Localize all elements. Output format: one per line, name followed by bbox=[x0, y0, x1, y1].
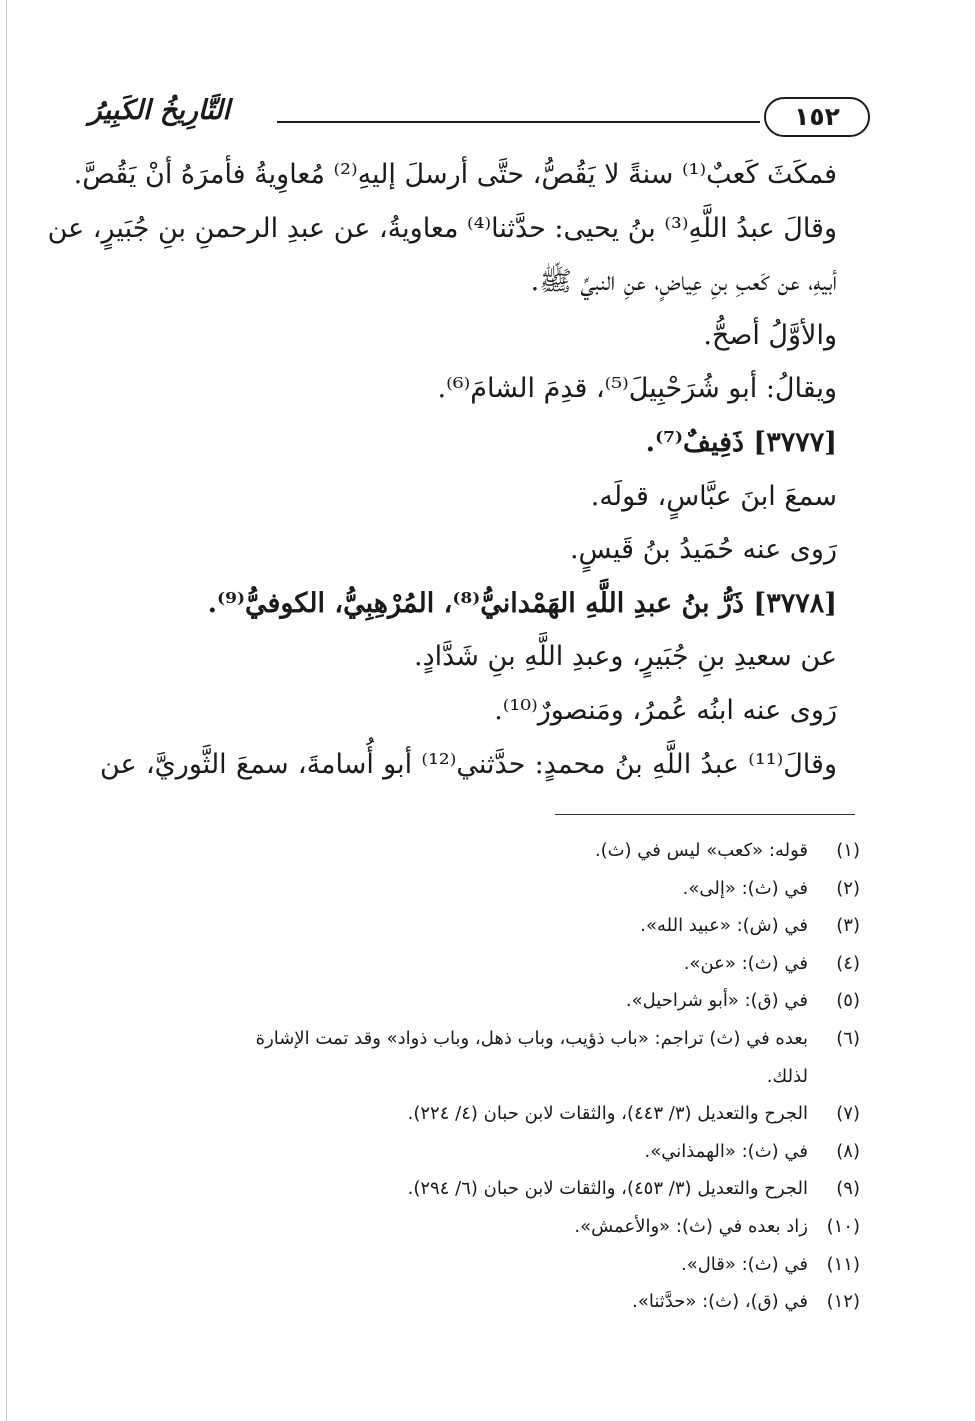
text-line: رَوى عنه ابنُه عُمرُ، ومَنصورٌ⁽¹⁰⁾. bbox=[494, 694, 837, 726]
footnote-number: (٨) bbox=[836, 1140, 860, 1162]
page-number-badge: ١٥٢ bbox=[764, 97, 870, 137]
text-line: فمكَثَ كَعبٌ⁽¹⁾ سنةً لا يَقُصُّ، حتَّى أرسلَ إليهِ⁽²⁾ مُعاوِيةُ فأمرَهُ أنْ يَقُصَّ. bbox=[73, 159, 837, 190]
text-line: وقالَ⁽¹¹⁾ عبدُ اللَّهِ بنُ محمدٍ: حدَّثني⁽¹²⁾ أبو أُسامةَ، سمعَ الثَّوريَّ، عن bbox=[100, 748, 837, 780]
footnotes bbox=[130, 832, 860, 1321]
footnote-text: في (ش): «عبيد الله». bbox=[640, 915, 808, 937]
footnote-number: (١) bbox=[836, 840, 860, 861]
footnote-text: الجرح والتعديل (٣/ ٤٤٣)، والثقات لابن حبان (٤/ ٢٢٤). bbox=[407, 1103, 808, 1125]
page-edge-line bbox=[6, 0, 7, 1421]
text-line: والأوَّلُ أصحُّ. bbox=[703, 319, 837, 351]
footnote-number: (٩) bbox=[836, 1178, 860, 1200]
footnote-text: بعده في (ث) تراجم: «باب ذؤيب، وباب ذهل، وباب ذواد» وقد تمت الإشارة bbox=[255, 1027, 808, 1049]
footnote-text: الجرح والتعديل (٣/ ٤٥٣)، والثقات لابن حبان (٦/ ٢٩٤). bbox=[407, 1178, 808, 1200]
entry-heading-3777: [٣٧٧٧] ذَفِيفٌ⁽⁷⁾. bbox=[645, 426, 837, 458]
footnote-number: (٢) bbox=[836, 877, 860, 899]
footnote bbox=[130, 1246, 860, 1284]
footnote-text: قوله: «كعب» ليس في (ث). bbox=[594, 840, 808, 861]
footnote-number: (٦) bbox=[836, 1027, 860, 1049]
footnote-number: (٧) bbox=[836, 1103, 860, 1125]
running-title: التَّارِيخُ الكَبِيرُ bbox=[88, 95, 230, 126]
footnote-number: (٥) bbox=[836, 990, 860, 1012]
footnote-text: في (ث): «عن». bbox=[683, 952, 808, 974]
footnote bbox=[130, 1095, 860, 1133]
footnote-text: في (ق): «أبو شراحيل». bbox=[625, 990, 808, 1012]
text-line: عن سعيدِ بنِ جُبَيرٍ، وعبدِ اللَّهِ بنِ شَدَّادٍ. bbox=[414, 641, 837, 673]
footnote bbox=[130, 870, 860, 908]
footnote bbox=[130, 907, 860, 945]
footnote-number: (١١) bbox=[826, 1253, 860, 1275]
footnote-number: (١٠) bbox=[826, 1215, 860, 1237]
footnote-text: في (ق)، (ث): «حدَّثنا». bbox=[632, 1291, 808, 1313]
footnote bbox=[130, 1208, 860, 1246]
footnote-separator bbox=[555, 814, 855, 815]
text-line: سمعَ ابنَ عبَّاسٍ، قولَه. bbox=[590, 480, 837, 512]
footnote-text: في (ث): «قال». bbox=[680, 1253, 808, 1275]
footnote bbox=[130, 982, 860, 1020]
footnote bbox=[130, 832, 860, 870]
footnote-number: (٤) bbox=[836, 952, 860, 974]
footnote-number: (٣) bbox=[836, 915, 860, 937]
footnote-text: في (ث): «الهمذاني». bbox=[644, 1140, 808, 1162]
footnote-number: (١٢) bbox=[826, 1291, 860, 1313]
text-line: أبيهِ، عن كَعبِ بنِ عِياضٍ، عنِ النبيِّ ﷺ. bbox=[530, 266, 837, 298]
footnote bbox=[130, 1283, 860, 1321]
text-line: ويقالُ: أبو شُرَحْبِيلَ⁽⁵⁾، قدِمَ الشامَ⁽⁶⁾. bbox=[437, 373, 837, 405]
footnote bbox=[130, 945, 860, 983]
footnote-continuation: لذلك. bbox=[766, 1065, 808, 1087]
text-line: وقالَ عبدُ اللَّهِ⁽³⁾ بنُ يحيى: حدَّثنا⁽⁴⁾ معاويةُ، عن عبدِ الرحمنِ بنِ جُبَيرٍ، عن bbox=[47, 212, 837, 244]
footnote-text: في (ث): «إلى». bbox=[682, 877, 808, 899]
text-line: رَوى عنه حُمَيدُ بنُ قَيسٍ. bbox=[569, 534, 837, 566]
main-text bbox=[47, 148, 837, 791]
footnote-text: زاد بعده في (ث): «والأعمش». bbox=[574, 1215, 808, 1237]
header-rule bbox=[277, 121, 760, 123]
page-header bbox=[88, 85, 870, 145]
entry-heading-3778: [٣٧٧٨] ذَرُّ بنُ عبدِ اللَّهِ الهَمْدانيُّ⁽⁸⁾، المُرْهِبِيُّ، الكوفيُّ⁽⁹⁾. bbox=[207, 587, 837, 619]
footnote bbox=[130, 1020, 860, 1058]
footnote bbox=[130, 1170, 860, 1208]
footnote bbox=[130, 1133, 860, 1171]
